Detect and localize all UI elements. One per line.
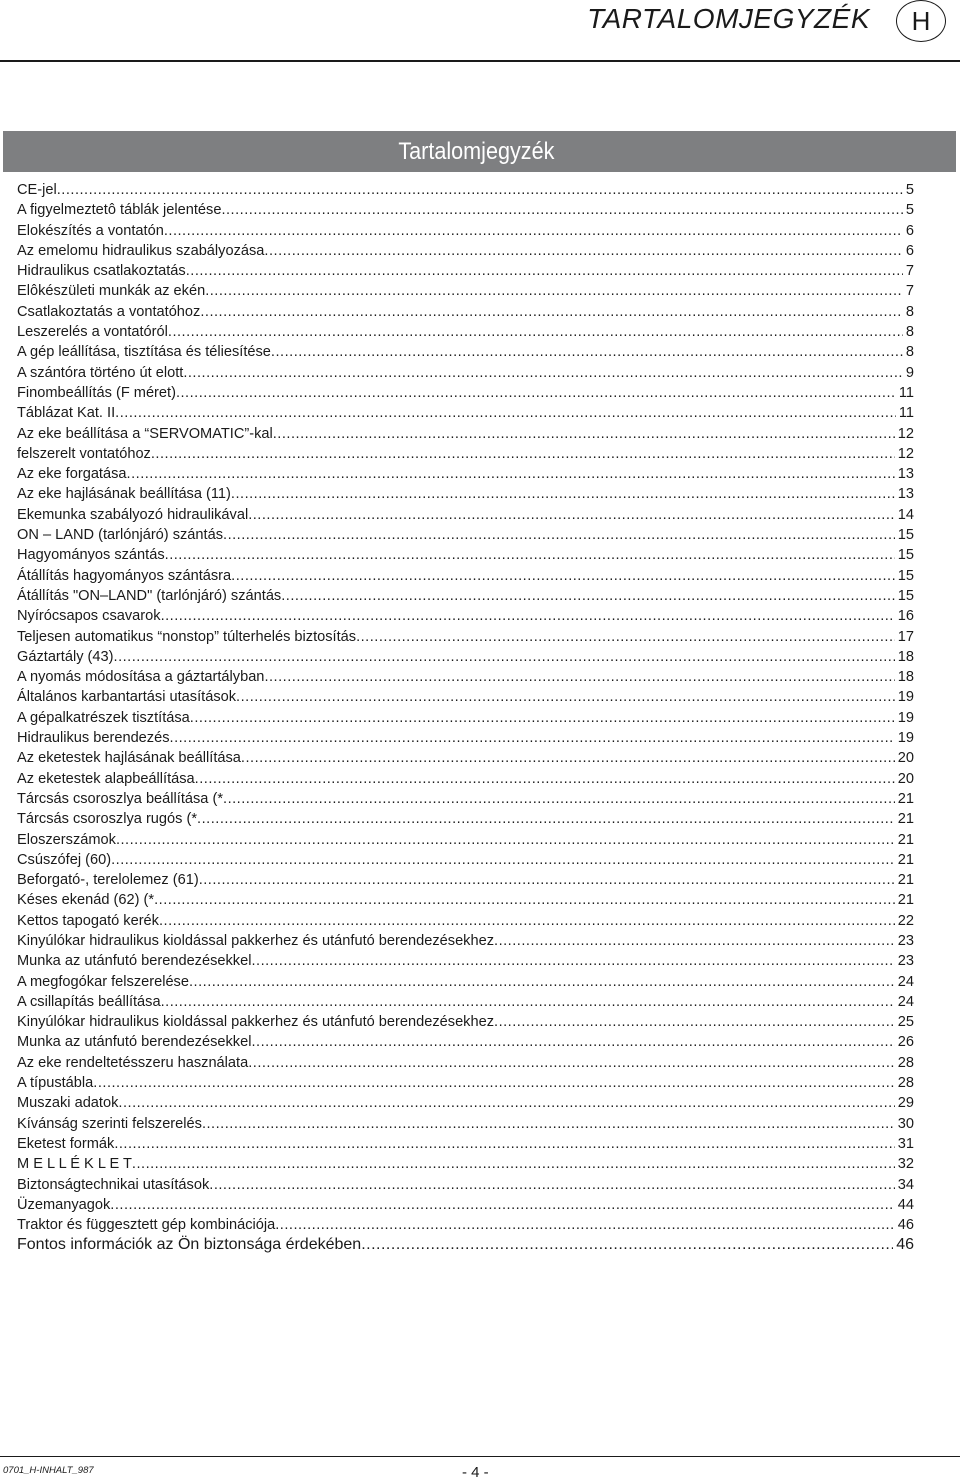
footer-document-code: 0701_H-INHALT_987 (3, 1465, 94, 1476)
section-title-bar (3, 131, 956, 172)
toc-entry-page: 21 (897, 872, 914, 889)
toc-entry-title: Nyírócsapos csavarok (17, 608, 161, 625)
toc-entry-title: Átállítás "ON–LAND" (tarlónjáró) szántás (17, 587, 282, 604)
toc-dot-leader (251, 951, 894, 971)
toc-entry[interactable] (17, 606, 914, 626)
toc-dot-leader (356, 627, 895, 647)
toc-entry-page: 46 (897, 1217, 914, 1234)
toc-dot-leader (159, 911, 895, 931)
toc-entry[interactable] (17, 221, 914, 241)
header-divider (0, 60, 960, 62)
toc-entry[interactable] (17, 890, 914, 910)
toc-entry-title: CE-jel (17, 182, 57, 198)
header-title: TARTALOMJEGYZÉK (587, 3, 870, 34)
toc-dot-leader (273, 424, 895, 444)
toc-entry-page: 17 (897, 628, 914, 645)
toc-dot-leader (195, 769, 895, 789)
toc-entry-title: Kettos tapogató kerék (17, 912, 159, 929)
toc-entry-page: 14 (897, 506, 914, 523)
toc-entry-title: Üzemanyagok (17, 1196, 111, 1213)
toc-entry-title: Az eke hajlásának beállítása (11) (17, 486, 231, 503)
toc-dot-leader (190, 708, 895, 728)
toc-entry-page: 8 (905, 344, 914, 361)
toc-entry-title: felszerelt vontatóhoz (17, 445, 151, 462)
toc-entry[interactable] (17, 1093, 914, 1113)
toc-entry-title: Az eketestek hajlásának beállítása (17, 750, 241, 767)
toc-entry-page: 15 (897, 587, 914, 604)
toc-entry[interactable] (17, 809, 914, 829)
toc-entry-page: 32 (897, 1156, 914, 1173)
toc-entry[interactable] (17, 261, 914, 281)
toc-entry[interactable] (17, 667, 914, 687)
toc-entry-page: 9 (905, 364, 914, 381)
toc-entry-title: A típustábla (17, 1075, 94, 1092)
toc-dot-leader (154, 890, 895, 910)
toc-entry[interactable] (17, 1195, 914, 1215)
toc-entry-page: 34 (897, 1176, 914, 1193)
toc-entry[interactable] (17, 241, 914, 261)
toc-entry-title: Hagyományos szántás (17, 547, 165, 564)
toc-entry-page: 7 (905, 263, 914, 280)
toc-entry-page: 23 (897, 953, 914, 970)
toc-entry-title: Fontos információk az Ön biztonsága érdekében (17, 1236, 362, 1254)
toc-entry-title: Késes ekenád (62) (* (17, 892, 155, 909)
footer-page-number: - 4 - (462, 1464, 489, 1481)
toc-entry[interactable] (17, 302, 914, 322)
toc-dot-leader (164, 221, 903, 241)
toc-entry-page: 22 (897, 912, 914, 929)
toc-entry-title: Finombeállítás (F méret) (17, 384, 176, 401)
toc-entry-title: A csillapítás beállítása (17, 993, 161, 1010)
toc-entry[interactable] (17, 1215, 914, 1235)
toc-entry[interactable] (17, 1032, 914, 1052)
toc-entry[interactable] (17, 363, 914, 383)
toc-entry[interactable] (17, 1154, 914, 1174)
toc-entry-title: Tárcsás csoroszlya beállítása (* (17, 790, 224, 807)
toc-entry-page: 19 (897, 709, 914, 726)
toc-dot-leader (231, 484, 895, 504)
toc-entry-page: 21 (897, 811, 914, 828)
toc-dot-leader (223, 525, 895, 545)
toc-entry[interactable] (17, 200, 914, 220)
toc-entry-page: 23 (897, 932, 914, 949)
toc-dot-leader (264, 241, 902, 261)
toc-dot-leader (168, 322, 903, 342)
toc-entry-page: 24 (897, 973, 914, 990)
toc-entry[interactable] (17, 322, 914, 342)
toc-entry-page: 12 (897, 425, 914, 442)
toc-entry-page: 46 (896, 1236, 914, 1254)
toc-entry-title: Eketest formák (17, 1135, 115, 1152)
footer-divider (0, 1456, 960, 1457)
toc-entry-page: 20 (897, 770, 914, 787)
toc-entry-title: Csúszófej (60) (17, 851, 112, 868)
toc-dot-leader (199, 870, 895, 890)
toc-entry[interactable] (17, 525, 914, 545)
toc-entry[interactable] (17, 1175, 914, 1195)
toc-entry-title: A szántóra történo út elott (17, 364, 184, 381)
table-of-contents (17, 180, 914, 1256)
toc-entry[interactable] (17, 505, 914, 525)
toc-entry-page: 31 (897, 1135, 914, 1152)
toc-entry[interactable] (17, 1073, 914, 1093)
toc-entry-page: 13 (897, 486, 914, 503)
toc-entry-title: Eloszerszámok (17, 831, 116, 848)
toc-dot-leader (236, 687, 895, 707)
toc-entry-page: 25 (897, 1014, 914, 1031)
toc-entry-title: Elôkészületi munkák az ekén (17, 283, 206, 300)
toc-entry-page: 13 (897, 466, 914, 483)
toc-entry-page: 19 (897, 730, 914, 747)
toc-entry[interactable] (17, 708, 914, 728)
toc-dot-leader (271, 342, 903, 362)
toc-entry[interactable] (17, 586, 914, 606)
toc-dot-leader (248, 505, 895, 525)
toc-entry[interactable] (17, 972, 914, 992)
toc-entry-title: Muszaki adatok (17, 1095, 119, 1112)
toc-entry-page: 21 (897, 892, 914, 909)
toc-entry[interactable] (17, 870, 914, 890)
toc-dot-leader (127, 464, 895, 484)
toc-dot-leader (202, 1114, 895, 1134)
toc-entry[interactable] (17, 627, 914, 647)
toc-dot-leader (161, 992, 895, 1012)
toc-entry-title: Kinyúlókar hidraulikus kioldással pakkerhez és utánfutó berendezésekhez (17, 932, 495, 949)
toc-dot-leader (221, 200, 902, 220)
toc-entry-title: Az eke beállítása a “SERVOMATIC”-kal (17, 425, 273, 442)
toc-entry-page: 6 (905, 222, 914, 239)
toc-entry-title: Tárcsás csoroszlya rugós (* (17, 811, 198, 828)
toc-entry[interactable] (17, 1114, 914, 1134)
toc-entry[interactable] (17, 464, 914, 484)
toc-dot-leader (93, 1073, 894, 1093)
toc-entry-page: 12 (897, 445, 914, 462)
toc-entry-page: 18 (897, 648, 914, 665)
toc-dot-leader (281, 586, 895, 606)
toc-entry-title: ON – LAND (tarlónjáró) szántás (17, 527, 224, 544)
toc-dot-leader (114, 647, 895, 667)
toc-dot-leader (223, 789, 895, 809)
toc-dot-leader (151, 444, 895, 464)
toc-entry[interactable] (17, 850, 914, 870)
toc-entry-title: A nyomás módosítása a gáztartályban (17, 669, 265, 686)
toc-entry-page: 16 (897, 608, 914, 625)
toc-entry-page: 30 (897, 1115, 914, 1132)
toc-dot-leader (189, 972, 895, 992)
toc-dot-leader (114, 1134, 894, 1154)
toc-entry-title: Kinyúlókar hidraulikus kioldással pakkerhez és utánfutó berendezésekhez (17, 1014, 495, 1031)
toc-entry[interactable] (17, 383, 914, 403)
language-badge: H (896, 0, 946, 42)
toc-entry[interactable] (17, 424, 914, 444)
toc-entry-title: Az eketestek alapbeállítása (17, 770, 195, 787)
toc-dot-leader (275, 1215, 895, 1235)
toc-entry-title: M E L L É K L E T (17, 1156, 132, 1173)
toc-entry[interactable] (17, 180, 914, 200)
toc-entry-page: 29 (897, 1095, 914, 1112)
toc-entry-title: Munka az utánfutó berendezésekkel (17, 1034, 252, 1051)
toc-dot-leader (241, 748, 895, 768)
toc-entry[interactable] (17, 444, 914, 464)
toc-entry[interactable] (17, 566, 914, 586)
toc-entry-title: Táblázat Kat. II (17, 405, 116, 422)
toc-entry-page: 5 (905, 182, 914, 198)
toc-entry[interactable] (17, 992, 914, 1012)
toc-entry-title: A gépalkatrészek tisztítása (17, 709, 190, 726)
toc-entry-page: 11 (898, 405, 914, 422)
toc-entry-title: Az emelomu hidraulikus szabályozása (17, 242, 265, 259)
toc-dot-leader (361, 1235, 893, 1255)
toc-dot-leader (57, 180, 903, 200)
toc-dot-leader (205, 281, 903, 301)
toc-entry-page: 5 (905, 202, 914, 219)
toc-entry-title: Teljesen automatikus “nonstop” túlterhelés biztosítás (17, 628, 357, 645)
toc-entry[interactable] (17, 911, 914, 931)
toc-entry-title: Átállítás hagyományos szántásra (17, 567, 232, 584)
toc-dot-leader (118, 1093, 894, 1113)
toc-entry[interactable] (17, 687, 914, 707)
toc-entry-title: Beforgató-, terelolemez (61) (17, 872, 199, 889)
toc-dot-leader (161, 606, 895, 626)
toc-entry-page: 15 (897, 547, 914, 564)
toc-entry-page: 26 (897, 1034, 914, 1051)
toc-entry[interactable] (17, 931, 914, 951)
toc-entry-page: 15 (897, 567, 914, 584)
toc-dot-leader (251, 1032, 894, 1052)
toc-entry-page: 11 (898, 384, 914, 401)
toc-entry-title: Munka az utánfutó berendezésekkel (17, 953, 252, 970)
toc-entry-page: 44 (897, 1196, 914, 1213)
toc-entry[interactable] (17, 1235, 914, 1255)
toc-entry-page: 15 (897, 527, 914, 544)
toc-entry-page: 28 (897, 1075, 914, 1092)
toc-entry[interactable] (17, 830, 914, 850)
toc-entry-page: 7 (905, 283, 914, 300)
toc-entry-page: 20 (897, 750, 914, 767)
toc-entry[interactable] (17, 728, 914, 748)
toc-entry[interactable] (17, 484, 914, 504)
toc-entry-title: A figyelmeztetô táblák jelentése (17, 202, 222, 219)
toc-dot-leader (186, 261, 903, 281)
toc-entry-title: Leszerelés a vontatóról (17, 324, 168, 341)
toc-entry[interactable] (17, 403, 914, 423)
toc-entry-page: 28 (897, 1054, 914, 1071)
toc-dot-leader (248, 1053, 895, 1073)
toc-dot-leader (494, 931, 895, 951)
toc-entry-title: Traktor és függesztett gép kombinációja (17, 1217, 276, 1234)
toc-entry-page: 19 (897, 689, 914, 706)
toc-entry[interactable] (17, 545, 914, 565)
toc-entry-page: 6 (905, 242, 914, 259)
toc-entry[interactable] (17, 789, 914, 809)
toc-entry-title: Hidraulikus berendezés (17, 730, 170, 747)
toc-dot-leader (111, 850, 895, 870)
toc-entry-title: Ekemunka szabályozó hidraulikával (17, 506, 249, 523)
toc-entry[interactable] (17, 951, 914, 971)
toc-entry-page: 21 (897, 790, 914, 807)
toc-entry[interactable] (17, 342, 914, 362)
toc-entry-page: 18 (897, 669, 914, 686)
toc-dot-leader (264, 667, 894, 687)
toc-entry[interactable] (17, 647, 914, 667)
toc-entry-title: Általános karbantartási utasítások (17, 689, 237, 706)
toc-dot-leader (170, 728, 895, 748)
toc-dot-leader (197, 809, 895, 829)
toc-entry-title: Az eke forgatása (17, 466, 127, 483)
toc-dot-leader (176, 383, 896, 403)
toc-entry-title: Elokészítés a vontatón (17, 222, 164, 239)
toc-entry[interactable] (17, 769, 914, 789)
toc-entry-page: 8 (905, 324, 914, 341)
toc-entry-title: Gáztartály (43) (17, 648, 114, 665)
toc-entry-title: Az eke rendeltetésszeru használata (17, 1054, 249, 1071)
toc-entry-page: 8 (905, 303, 914, 320)
section-title: Tartalomjegyzék (397, 138, 554, 165)
toc-entry-page: 21 (897, 851, 914, 868)
toc-entry[interactable] (17, 281, 914, 301)
toc-entry-title: Hidraulikus csatlakoztatás (17, 263, 186, 280)
toc-entry[interactable] (17, 1053, 914, 1073)
toc-entry[interactable] (17, 748, 914, 768)
toc-dot-leader (183, 363, 903, 383)
toc-entry-title: A gép leállítása, tisztítása és téliesítése (17, 344, 271, 361)
toc-entry-title: Kívánság szerinti felszerelés (17, 1115, 202, 1132)
toc-dot-leader (494, 1012, 895, 1032)
toc-dot-leader (115, 403, 896, 423)
toc-dot-leader (110, 1195, 894, 1215)
toc-dot-leader (132, 1154, 895, 1174)
toc-dot-leader (200, 302, 903, 322)
toc-entry-title: A megfogókar felszerelése (17, 973, 189, 990)
toc-dot-leader (165, 545, 895, 565)
toc-dot-leader (231, 566, 895, 586)
toc-entry-title: Csatlakoztatás a vontatóhoz (17, 303, 201, 320)
toc-dot-leader (209, 1175, 895, 1195)
toc-entry-title: Biztonságtechnikai utasítások (17, 1176, 210, 1193)
toc-entry-page: 24 (897, 993, 914, 1010)
toc-entry[interactable] (17, 1012, 914, 1032)
toc-entry-page: 21 (897, 831, 914, 848)
toc-dot-leader (116, 830, 895, 850)
toc-entry[interactable] (17, 1134, 914, 1154)
